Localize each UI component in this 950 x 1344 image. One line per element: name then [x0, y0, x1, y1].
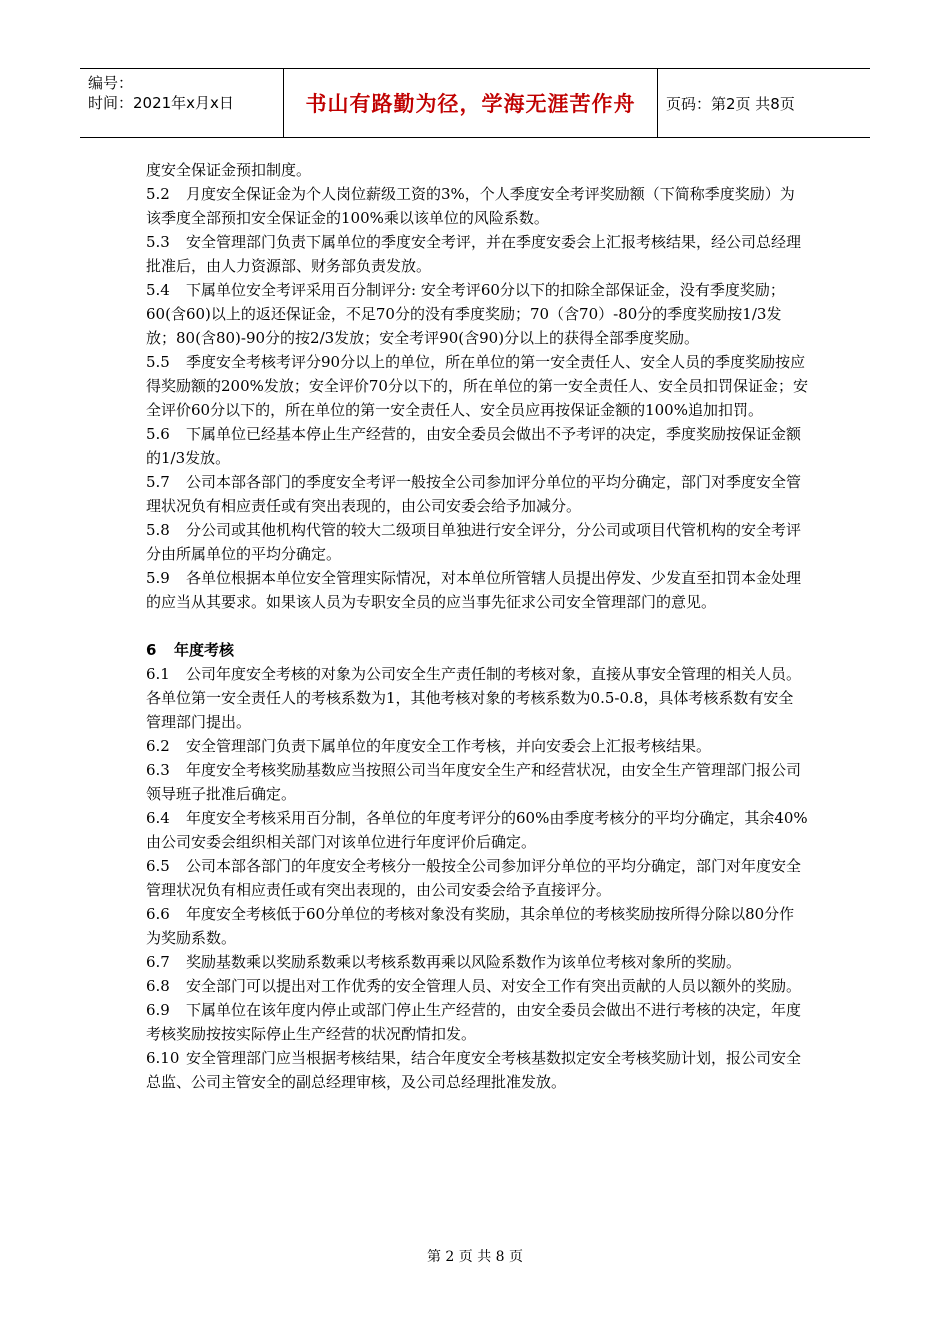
- clause-paragraph: [146, 902, 808, 950]
- clause-text: 公司本部各部门的年度安全考核分一般按全公司参加评分单位的平均分确定，部门对年度安全管理状况负有相应责任或有突出表现的，由公司安委会给予直接评分。: [146, 857, 802, 899]
- clause-text: 安全管理部门应当根据考核结果，结合年度安全考核基数拟定安全考核奖励计划，报公司安全总监、公司主管安全的副总经理审核，及公司总经理批准发放。: [146, 1049, 802, 1091]
- clause-text: 公司本部各部门的季度安全考评一般按全公司参加评分单位的平均分确定，部门对季度安全管理状况负有相应责任或有突出表现的，由公司安委会给予加减分。: [146, 473, 802, 515]
- header-page-info: 页码：第2页 共8页: [666, 94, 795, 113]
- clause-text: 下属单位安全考评采用百分制评分: 安全考评60分以下的扣除全部保证金，没有季度奖励；60(含60)以上的返还保证金，不足70分的没有季度奖励；70（含70）-80分的季度奖励按1/3发放；80(含80)-90分的按2/3发放；安全考评90(含90)分以上的获得全部季度奖励。: [146, 281, 785, 347]
- clause-text: 安全管理部门负责下属单位的年度安全工作考核，并向安委会上汇报考核结果。: [186, 737, 712, 755]
- clause-paragraph: [146, 350, 808, 422]
- section-title: 年度考核: [174, 641, 235, 659]
- section-6-list: [146, 662, 808, 1094]
- clause-text: 年度安全考核低于60分单位的考核对象没有奖励，其余单位的考核奖励按所得分除以80分作为奖励系数。: [146, 905, 795, 947]
- clause-number: 5.4: [146, 281, 170, 299]
- clause-number: 5.5: [146, 353, 170, 371]
- document-body: [146, 158, 808, 1094]
- clause-number: 6.10: [146, 1049, 180, 1067]
- clause-paragraph: [146, 758, 808, 806]
- clause-text: 奖励基数乘以奖励系数乘以考核系数再乘以风险系数作为该单位考核对象所的奖励。: [186, 953, 742, 971]
- header-motto: 书山有路勤为径，学海无涯苦作舟: [284, 69, 658, 137]
- code-label: 编号：: [88, 74, 134, 92]
- clause-paragraph: [146, 998, 808, 1046]
- clause-paragraph: [146, 422, 808, 470]
- clause-text: 各单位根据本单位安全管理实际情况，对本单位所管辖人员提出停发、少发直至扣罚本金处理的应当从其要求。如果该人员为专职安全员的应当事先征求公司安全管理部门的意见。: [146, 569, 802, 611]
- section-number: 6: [146, 641, 157, 659]
- clause-paragraph: [146, 182, 808, 230]
- clause-paragraph: [146, 470, 808, 518]
- clause-number: 5.9: [146, 569, 170, 587]
- header-meta: [80, 69, 284, 137]
- clause-paragraph: [146, 806, 808, 854]
- clause-number: 5.6: [146, 425, 170, 443]
- clause-paragraph: [146, 734, 808, 758]
- date-label: 时间：2021年x月x日: [88, 94, 234, 112]
- clause-number: 6.8: [146, 977, 170, 995]
- clause-paragraph: [146, 974, 808, 998]
- clause-number: 5.3: [146, 233, 170, 251]
- clause-text: 季度安全考核考评分90分以上的单位，所在单位的第一安全责任人、安全人员的季度奖励按应得奖励额的200%发放；安全评价70分以下的，所在单位的第一安全责任人、安全员扣罚保证金；安全评价60分以下的，所在单位的第一安全责任人、安全员应再按保证金额的100%追加扣罚。: [146, 353, 808, 419]
- clause-paragraph: [146, 950, 808, 974]
- clause-number: 5.2: [146, 185, 170, 203]
- clause-number: 6.6: [146, 905, 170, 923]
- section-6-heading: [146, 638, 808, 662]
- clause-text: 安全管理部门负责下属单位的季度安全考评，并在季度安委会上汇报考核结果，经公司总经理批准后，由人力资源部、财务部负责发放。: [146, 233, 802, 275]
- clause-number: 5.8: [146, 521, 170, 539]
- clause-paragraph: [146, 1046, 808, 1094]
- clause-text: 公司年度安全考核的对象为公司安全生产责任制的考核对象，直接从事安全管理的相关人员。各单位第一安全责任人的考核系数为1，其他考核对象的考核系数为0.5-0.8，具体考核系数有安全管理部门提出。: [146, 665, 802, 731]
- clause-paragraph: [146, 662, 808, 734]
- lead-paragraph: 度安全保证金预扣制度。: [146, 161, 312, 179]
- clause-text: 年度安全考核奖励基数应当按照公司当年度安全生产和经营状况，由安全生产管理部门报公司领导班子批准后确定。: [146, 761, 802, 803]
- clause-number: 6.5: [146, 857, 170, 875]
- clause-text: 安全部门可以提出对工作优秀的安全管理人员、对安全工作有突出贡献的人员以额外的奖励。: [186, 977, 802, 995]
- clause-number: 6.9: [146, 1001, 170, 1019]
- clause-paragraph: [146, 518, 808, 566]
- document-header: [80, 68, 870, 138]
- clause-paragraph: [146, 566, 808, 614]
- clause-number: 6.3: [146, 761, 170, 779]
- clause-paragraph: [146, 278, 808, 350]
- clause-number: 6.7: [146, 953, 170, 971]
- clause-text: 月度安全保证金为个人岗位薪级工资的3%，个人季度安全考评奖励额（下简称季度奖励）为该季度全部预扣安全保证金的100%乘以该单位的风险系数。: [146, 185, 795, 227]
- clause-paragraph: [146, 230, 808, 278]
- clause-number: 5.7: [146, 473, 170, 491]
- clause-text: 下属单位已经基本停止生产经营的，由安全委员会做出不予考评的决定，季度奖励按保证金额的1/3发放。: [146, 425, 802, 467]
- clause-number: 6.2: [146, 737, 170, 755]
- page-footer: 第 2 页 共 8 页: [426, 1249, 524, 1265]
- clause-paragraph: [146, 854, 808, 902]
- clause-number: 6.1: [146, 665, 170, 683]
- clause-text: 年度安全考核采用百分制，各单位的年度考评分的60%由季度考核分的平均分确定，其余40%由公司安委会组织相关部门对该单位进行年度评价后确定。: [146, 809, 808, 851]
- clause-text: 下属单位在该年度内停止或部门停止生产经营的，由安全委员会做出不进行考核的决定，年度考核奖励按按实际停止生产经营的状况酌情扣发。: [146, 1001, 802, 1043]
- clause-number: 6.4: [146, 809, 170, 827]
- section-5-list: [146, 182, 808, 614]
- clause-text: 分公司或其他机构代管的较大二级项目单独进行安全评分，分公司或项目代管机构的安全考评分由所属单位的平均分确定。: [146, 521, 802, 563]
